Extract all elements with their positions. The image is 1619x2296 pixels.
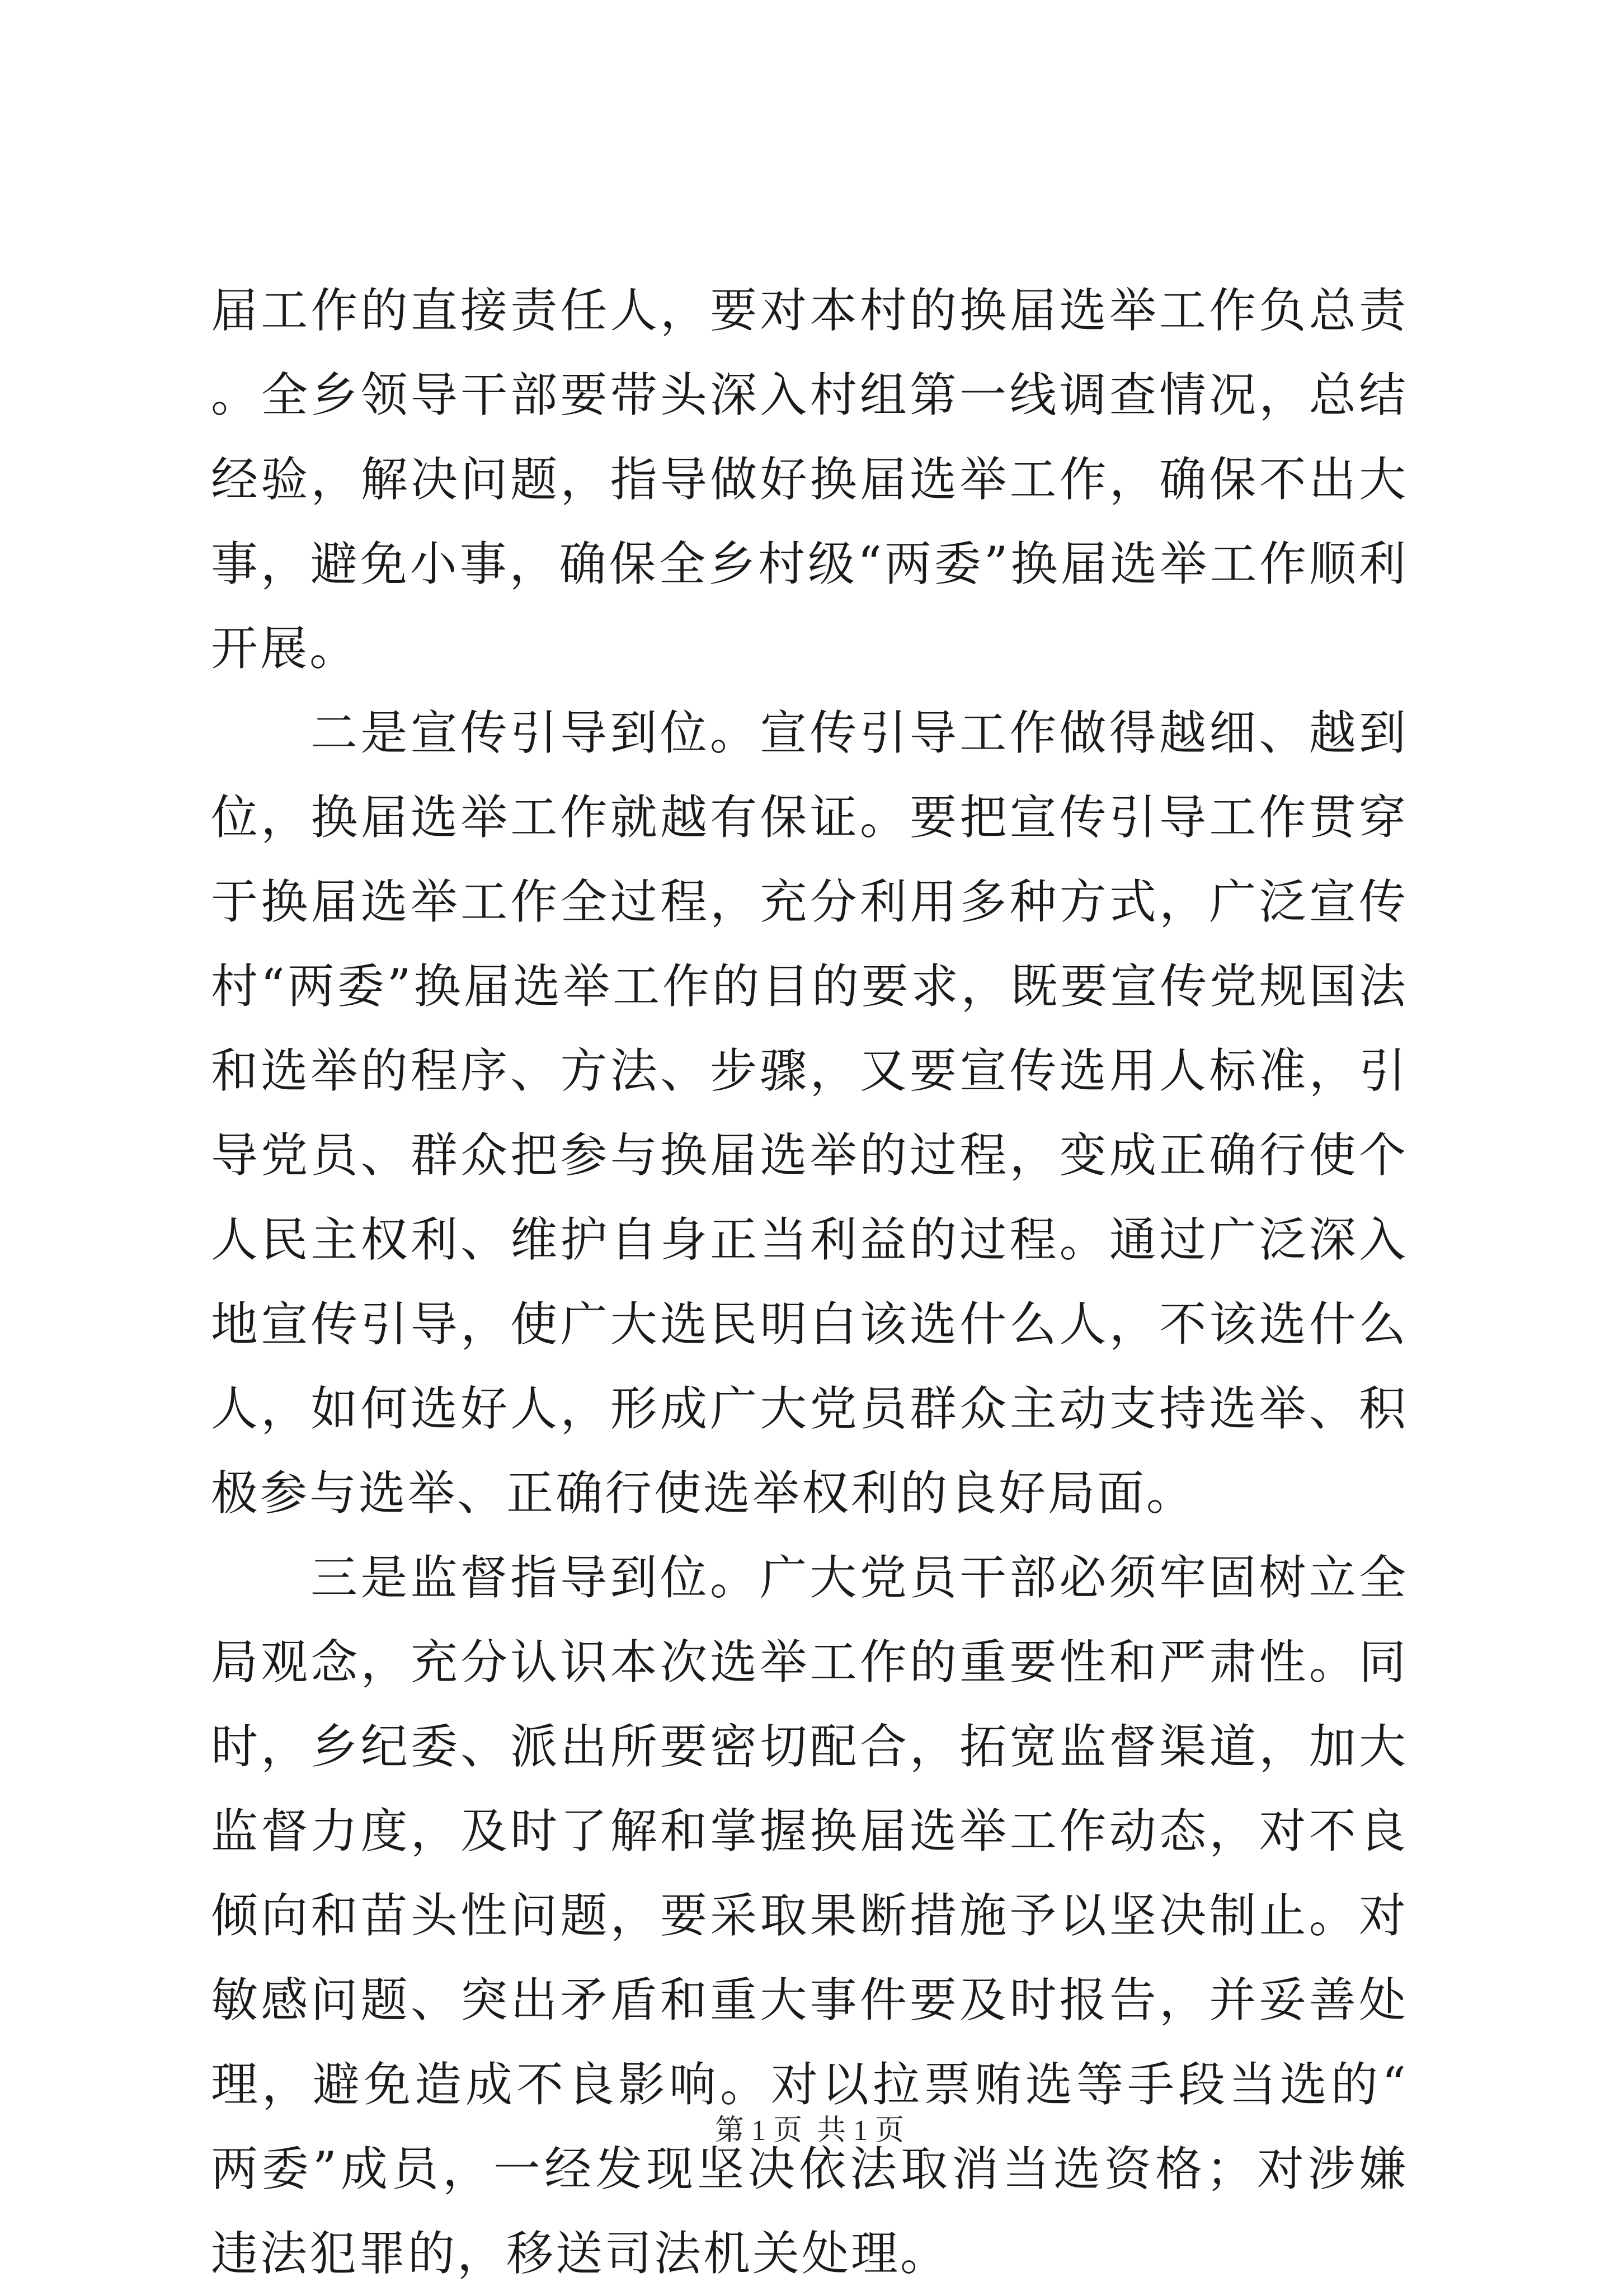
document-body [211,269,1408,2296]
paragraph-1: 届工作的直接责任人，要对本村的换届选举工作负总责。全乡领导干部要带头深入村组第一线调查情况，总结经验，解决问题，指导做好换届选举工作，确保不出大事，避免小事，确保全乡村级“两委”换届选举工作顺利开展。 [211,283,1408,676]
page-footer [0,2106,1619,2148]
page-number-label: 第 1 页 共 1 页 [714,2115,904,2147]
paragraph-3: 三是监督指导到位。广大党员干部必须牢固树立全局观念，充分认识本次选举工作的重要性和严肃性。同时，乡纪委、派出所要密切配合，拓宽监督渠道，加大监督力度，及时了解和掌握换届选举工作动态，对不良倾向和苗头性问题，要采取果断措施予以坚决制止。对敏感问题、突出矛盾和重大事件要及时报告，并妥善处理，避免造成不良影响。对以拉票贿选等手段当选的“两委”成员，一经发现坚决依法取消当选资格；对涉嫌违法犯罪的，移送司法机关处理。 [211,1550,1408,2281]
paragraph-2: 二是宣传引导到位。宣传引导工作做得越细、越到位，换届选举工作就越有保证。要把宣传引导工作贯穿于换届选举工作全过程，充分利用多种方式，广泛宣传村“两委”换届选举工作的目的要求，既要宣传党规国法和选举的程序、方法、步骤，又要宣传选用人标准，引导党员、群众把参与换届选举的过程，变成正确行使个人民主权利、维护自身正当利益的过程。通过广泛深入地宣传引导，使广大选民明白该选什么人，不该选什么人，如何选好人，形成广大党员群众主动支持选举、积极参与选举、正确行使选举权利的良好局面。 [211,705,1408,1521]
